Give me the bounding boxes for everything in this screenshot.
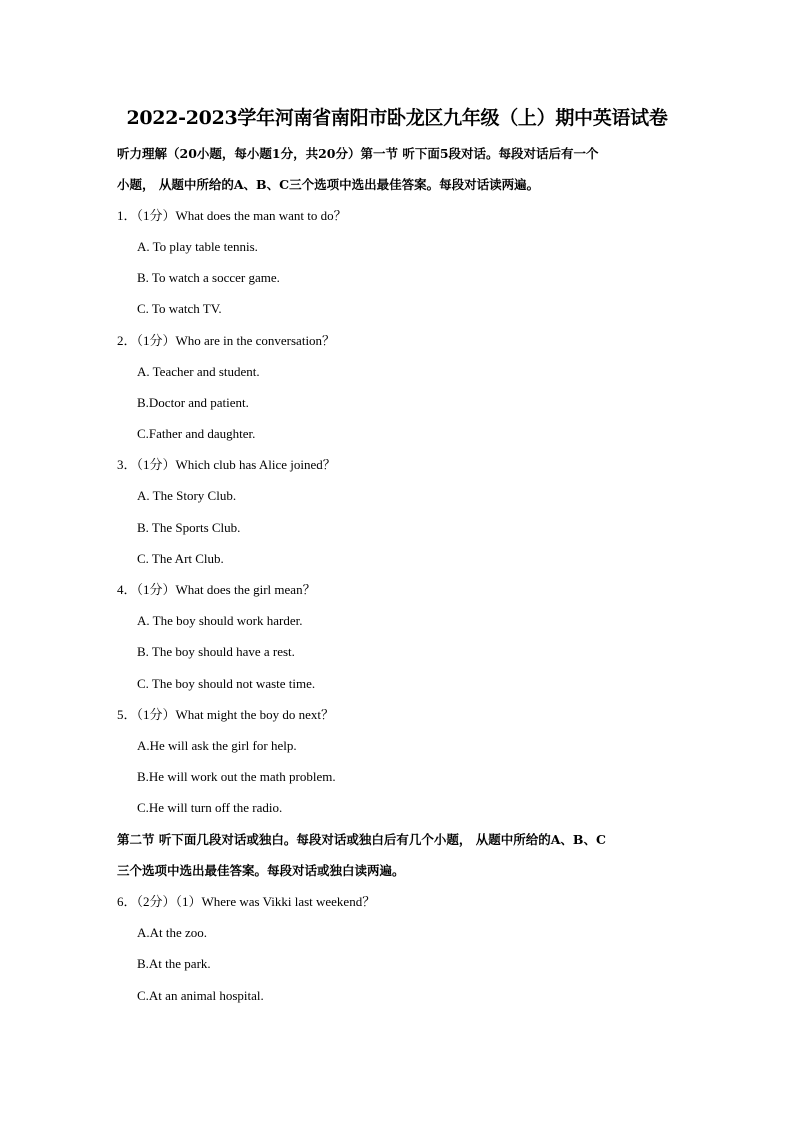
question-6-option-a: A.At the zoo.: [137, 925, 208, 940]
question-3-option-a: A. The Story Club.: [137, 488, 237, 503]
question-2-option-b: B.Doctor and patient.: [137, 395, 249, 410]
question-3-option-b: B. The Sports Club.: [137, 520, 241, 535]
question-1-option-a: A. To play table tennis.: [137, 239, 258, 254]
section2-intro-line2: 三个选项中选出最佳答案。每段对话或独白读两遍。: [117, 863, 405, 878]
question-4-option-a: A. The boy should work harder.: [137, 613, 303, 628]
question-1-stem: 1．（1分）What does the man want to do？: [117, 208, 347, 223]
question-4-option-c: C. The boy should not waste time.: [137, 676, 316, 691]
question-1-option-b: B. To watch a soccer game.: [137, 270, 280, 285]
question-5-option-a: A.He will ask the girl for help.: [137, 738, 297, 753]
question-5-option-b: B.He will work out the math problem.: [137, 769, 336, 784]
question-1-option-c: C. To watch TV.: [137, 301, 222, 316]
listening-intro-line2: 小题， 从题中所给的A、B、C三个选项中选出最佳答案。每段对话读两遍。: [117, 177, 540, 192]
question-2-stem: 2．（1分）Who are in the conversation？: [117, 333, 336, 348]
question-4-option-b: B. The boy should have a rest.: [137, 644, 295, 659]
question-5-stem: 5．（1分）What might the boy do next？: [117, 707, 335, 722]
listening-intro-line1: 听力理解（20小题，每小题1分，共20分）第一节 听下面5段对话。每段对话后有一个: [117, 146, 599, 161]
question-4-stem: 4．（1分）What does the girl mean？: [117, 582, 316, 597]
exam-title: 2022-2023学年河南省南阳市卧龙区九年级（上）期中英语试卷: [126, 107, 668, 129]
question-6-stem: 6．（2分）（1）Where was Vikki last weekend？: [117, 894, 376, 909]
section2-intro-line1: 第二节 听下面几段对话或独白。每段对话或独白后有几个小题， 从题中所给的A、B、C: [117, 832, 606, 847]
question-2-option-c: C.Father and daughter.: [137, 426, 256, 441]
question-3-option-c: C. The Art Club.: [137, 551, 224, 566]
question-2-option-a: A. Teacher and student.: [137, 364, 260, 379]
question-3-stem: 3．（1分）Which club has Alice joined？: [117, 457, 336, 472]
question-5-option-c: C.He will turn off the radio.: [137, 800, 283, 815]
question-6-option-c: C.At an animal hospital.: [137, 988, 264, 1003]
question-6-option-b: B.At the park.: [137, 956, 211, 971]
